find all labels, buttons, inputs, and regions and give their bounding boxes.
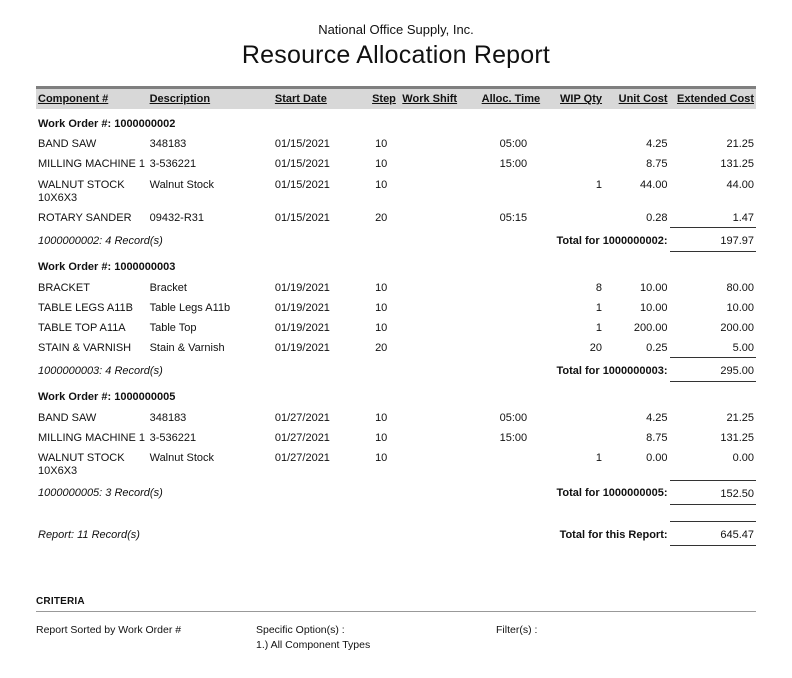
cell-description: 348183 <box>149 138 187 151</box>
cell-step: 10 <box>375 411 388 424</box>
table-row <box>36 407 756 427</box>
criteria-specific-options <box>256 624 496 654</box>
cell-start-date: 01/19/2021 <box>274 281 330 294</box>
cell-step: 20 <box>375 342 388 355</box>
cell-description: Stain & Varnish <box>149 342 225 355</box>
cell-step: 10 <box>375 158 388 171</box>
cell-unit-cost: 200.00 <box>633 321 668 334</box>
cell-extended-cost: 131.25 <box>720 431 754 444</box>
report-total-value: 645.47 <box>670 522 756 546</box>
cell-start-date: 01/19/2021 <box>274 342 330 355</box>
cell-wip-qty <box>542 407 604 427</box>
group-total-row <box>36 228 756 252</box>
cell-description: Walnut Stock <box>149 452 214 464</box>
cell-alloc-time <box>462 317 542 337</box>
group-total-label: Total for 1000000002: <box>556 234 668 247</box>
column-header-unit-cost: Unit Cost <box>618 93 668 105</box>
cell-alloc-time <box>462 337 542 358</box>
cell-alloc-time: 05:00 <box>499 411 528 424</box>
cell-wip-qty <box>542 133 604 153</box>
cell-component: MILLING MACHINE 1 <box>38 158 145 171</box>
cell-extended-cost: 131.25 <box>720 158 754 171</box>
cell-description: Walnut Stock <box>149 178 214 191</box>
cell-description: 3-536221 <box>149 431 197 444</box>
column-header-component: Component # <box>38 93 109 105</box>
cell-work-shift <box>400 174 462 207</box>
cell-step: 10 <box>375 321 388 334</box>
cell-wip-qty: 1 <box>595 178 603 191</box>
criteria-sorted-by: Report Sorted by Work Order # <box>36 624 182 636</box>
cell-component: MILLING MACHINE 1 <box>38 431 145 444</box>
cell-wip-qty <box>542 207 604 228</box>
column-header-start-date: Start Date <box>274 93 327 105</box>
cell-unit-cost: 10.00 <box>640 281 668 294</box>
cell-description: Bracket <box>149 281 187 294</box>
group-record-count: 1000000005: 3 Record(s) <box>38 487 163 500</box>
cell-step: 10 <box>375 281 388 294</box>
cell-unit-cost: 0.28 <box>646 211 668 224</box>
work-order-header-row <box>36 109 756 133</box>
cell-component: ROTARY SANDER <box>38 211 132 224</box>
cell-start-date: 01/27/2021 <box>274 411 330 424</box>
criteria-section <box>36 596 756 654</box>
cell-extended-cost: 21.25 <box>726 138 754 151</box>
cell-start-date: 01/15/2021 <box>274 178 330 191</box>
criteria-divider <box>36 611 756 612</box>
table-head <box>36 88 756 110</box>
cell-extended-cost: 0.00 <box>732 452 754 464</box>
cell-work-shift <box>400 133 462 153</box>
cell-alloc-time: 05:15 <box>499 211 528 224</box>
cell-description: 3-536221 <box>149 158 197 171</box>
cell-description: 348183 <box>149 411 187 424</box>
work-order-label: Work Order #: 1000000003 <box>38 261 176 274</box>
work-order-header-row <box>36 382 756 407</box>
cell-step: 10 <box>375 452 388 464</box>
cell-work-shift <box>400 427 462 447</box>
cell-step: 10 <box>375 138 388 151</box>
cell-work-shift <box>400 277 462 297</box>
cell-wip-qty: 20 <box>589 342 603 355</box>
cell-description: Table Legs A11b <box>149 301 231 314</box>
cell-unit-cost: 4.25 <box>646 411 668 424</box>
report-total-label: Total for this Report: <box>559 528 668 541</box>
group-total-value: 295.00 <box>670 358 756 382</box>
criteria-details <box>36 624 756 654</box>
cell-alloc-time <box>462 174 542 207</box>
work-order-label: Work Order #: 1000000002 <box>38 118 176 130</box>
table-header-row <box>36 88 756 110</box>
cell-unit-cost: 44.00 <box>640 178 668 191</box>
cell-start-date: 01/15/2021 <box>274 158 330 171</box>
spacer-row <box>36 505 756 522</box>
cell-start-date: 01/15/2021 <box>274 138 330 151</box>
column-header-wip-qty: WIP Qty <box>560 93 603 105</box>
table-row <box>36 427 756 447</box>
group-record-count: 1000000003: 4 Record(s) <box>38 364 163 377</box>
cell-alloc-time: 15:00 <box>499 431 528 444</box>
cell-unit-cost: 0.00 <box>646 452 668 464</box>
cell-extended-cost: 5.00 <box>732 342 754 355</box>
cell-start-date: 01/27/2021 <box>274 452 330 464</box>
cell-wip-qty <box>542 153 604 173</box>
table-row <box>36 447 756 480</box>
cell-unit-cost: 0.25 <box>646 342 668 355</box>
cell-unit-cost: 4.25 <box>646 138 668 151</box>
cell-step: 10 <box>375 301 388 314</box>
cell-unit-cost: 8.75 <box>646 431 668 444</box>
cell-work-shift <box>400 317 462 337</box>
work-order-label: Work Order #: 1000000005 <box>38 391 176 404</box>
cell-description: Table Top <box>149 321 197 334</box>
cell-alloc-time: 05:00 <box>499 138 528 151</box>
cell-work-shift <box>400 337 462 358</box>
cell-unit-cost: 10.00 <box>640 301 668 314</box>
table-row <box>36 207 756 228</box>
group-record-count: 1000000002: 4 Record(s) <box>38 234 163 247</box>
cell-component: TABLE LEGS A11B <box>38 301 133 314</box>
cell-extended-cost: 1.47 <box>732 211 754 224</box>
company-name: National Office Supply, Inc. <box>318 22 474 37</box>
table-row <box>36 174 756 207</box>
cell-component: STAIN & VARNISH <box>38 342 132 355</box>
cell-alloc-time <box>462 277 542 297</box>
cell-step: 10 <box>375 178 388 191</box>
table-row <box>36 337 756 358</box>
cell-step: 10 <box>375 431 388 444</box>
cell-unit-cost: 8.75 <box>646 158 668 171</box>
cell-wip-qty: 1 <box>595 301 603 314</box>
report-total-row <box>36 522 756 546</box>
cell-extended-cost: 200.00 <box>720 321 754 334</box>
cell-component: WALNUT STOCK 10X6X3 <box>38 452 125 478</box>
group-total-row <box>36 358 756 382</box>
table-row <box>36 133 756 153</box>
cell-wip-qty <box>542 427 604 447</box>
report-table <box>36 86 756 546</box>
cell-work-shift <box>400 207 462 228</box>
group-total-value: 197.97 <box>670 228 756 252</box>
group-total-row <box>36 480 756 504</box>
cell-component: WALNUT STOCK 10X6X3 <box>38 178 125 204</box>
page-title: Resource Allocation Report <box>241 41 551 69</box>
cell-description: 09432-R31 <box>149 211 205 224</box>
cell-wip-qty: 8 <box>595 281 603 294</box>
cell-component: BAND SAW <box>38 411 97 424</box>
cell-extended-cost: 80.00 <box>726 281 754 294</box>
work-order-header-row <box>36 252 756 277</box>
criteria-specific-options-label: Specific Option(s) : <box>256 624 345 636</box>
cell-component: BRACKET <box>38 281 90 294</box>
table-row <box>36 297 756 317</box>
group-total-value: 152.50 <box>670 480 756 504</box>
table-row <box>36 153 756 173</box>
column-header-step: Step <box>372 93 396 105</box>
cell-wip-qty: 1 <box>595 321 603 334</box>
criteria-title: CRITERIA <box>36 596 85 607</box>
cell-component: BAND SAW <box>38 138 97 151</box>
cell-start-date: 01/15/2021 <box>274 211 330 224</box>
cell-work-shift <box>400 407 462 427</box>
column-header-description: Description <box>149 93 211 105</box>
table-row <box>36 277 756 297</box>
cell-work-shift <box>400 297 462 317</box>
column-header-alloc-time: Alloc. Time <box>481 93 541 105</box>
cell-start-date: 01/19/2021 <box>274 301 330 314</box>
cell-work-shift <box>400 153 462 173</box>
cell-alloc-time: 15:00 <box>499 158 528 171</box>
cell-extended-cost: 21.25 <box>726 411 754 424</box>
cell-component: TABLE TOP A11A <box>38 321 126 334</box>
cell-extended-cost: 44.00 <box>726 178 754 191</box>
cell-work-shift <box>400 447 462 480</box>
column-header-extended-cost: Extended Cost <box>676 93 754 105</box>
report-record-count: Report: 11 Record(s) <box>38 528 140 541</box>
cell-start-date: 01/27/2021 <box>274 431 330 444</box>
cell-alloc-time <box>462 447 542 480</box>
cell-extended-cost: 10.00 <box>726 301 754 314</box>
group-total-label: Total for 1000000003: <box>556 364 668 377</box>
table-row <box>36 317 756 337</box>
criteria-filters-label: Filter(s) : <box>496 624 538 636</box>
cell-start-date: 01/19/2021 <box>274 321 330 334</box>
cell-step: 20 <box>375 211 388 224</box>
group-total-label: Total for 1000000005: <box>556 487 668 500</box>
criteria-specific-option-1: 1.) All Component Types <box>256 639 371 651</box>
cell-wip-qty: 1 <box>595 452 603 464</box>
cell-alloc-time <box>462 297 542 317</box>
column-header-work-shift: Work Shift <box>402 93 458 105</box>
